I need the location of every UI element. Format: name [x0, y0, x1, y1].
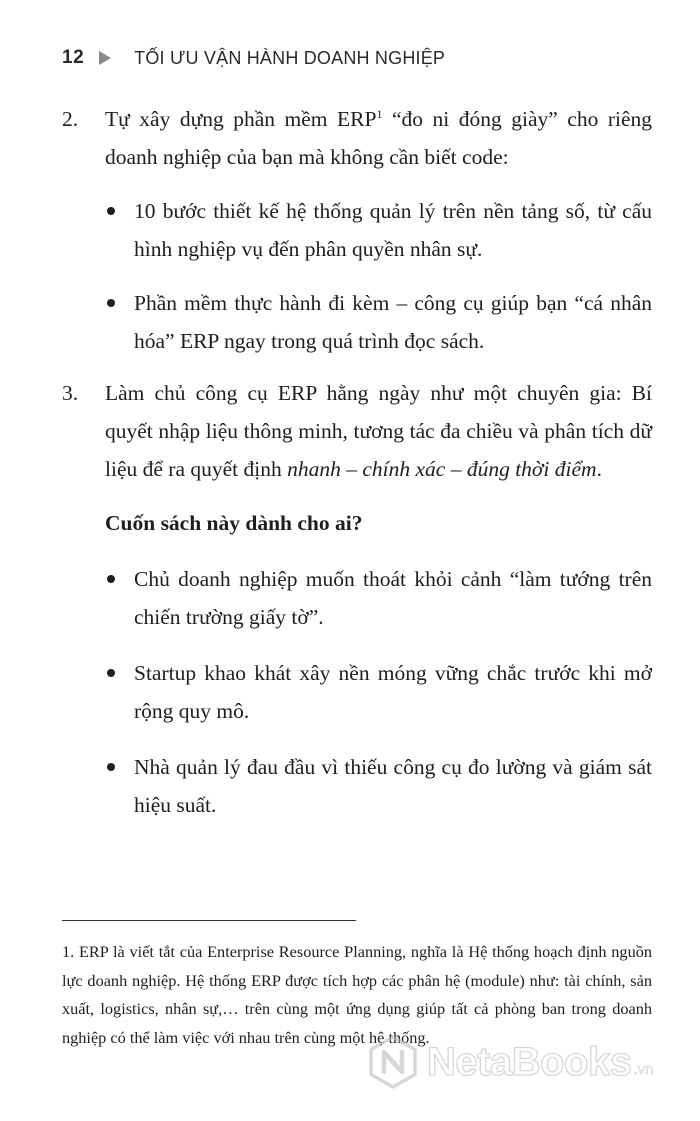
bullet-icon [107, 763, 115, 771]
list-item: Startup khao khát xây nền móng vững chắc trước khi mở rộng quy mô. [105, 654, 652, 730]
watermark [365, 1034, 653, 1090]
body-text [62, 100, 652, 824]
running-header [62, 44, 445, 72]
page-number: 12 [62, 47, 85, 68]
audience-section [62, 504, 652, 824]
list-item: 10 bước thiết kế hệ thống quản lý trên nền tảng số, từ cấu hình nghiệp vụ đến phân quyền nhân sự. [105, 192, 652, 268]
footnote-ref[interactable]: 1 [376, 106, 383, 121]
footnote: 1. ERP là viết tắt của Enterprise Resource Planning, nghĩa là Hệ thống hoạch định nguồn lực doanh nghiệp. Hệ thống ERP được tích hợp các phân hệ (module) như: tài chính, sản xuất, logistics, nhân sự,… trên cùng một ứng dụng giúp tất cả phòng ban trong doanh nghiệp có thể làm việc với nhau trên cùng một hệ thống. [62, 942, 652, 1047]
bullet-icon [107, 669, 115, 677]
chapter-title: TỐI ƯU VẬN HÀNH DOANH NGHIỆP [134, 47, 446, 68]
footnote-divider [62, 920, 356, 921]
watermark-tld: .vn [633, 1060, 654, 1078]
triangle-right-icon [99, 51, 111, 65]
bullet-icon [107, 207, 115, 215]
list-item: Nhà quản lý đau đầu vì thiếu công cụ đo lường và giám sát hiệu suất. [105, 748, 652, 824]
bullet-list [105, 560, 652, 824]
section-heading: Cuốn sách này dành cho ai? [105, 511, 363, 535]
bullet-icon [107, 299, 115, 307]
numbered-item-2 [62, 100, 652, 360]
item-text: Tự xây dựng phần mềm ERP$^1$ “đo ni đóng giày” cho riêng doanh nghiệp của bạn mà không cần biết code: [105, 106, 652, 169]
bullet-icon [107, 575, 115, 583]
watermark-brand: NetaBooks [427, 1039, 632, 1084]
item-text: Làm chủ công cụ ERP hằng ngày như một chuyên gia: Bí quyết nhập liệu thông minh, tương tác đa chiều và phân tích dữ liệu để ra quyết định nhanh – chính xác – đúng thời điểm. [105, 381, 652, 481]
item-number: 3. [62, 381, 79, 405]
numbered-item-3 [62, 374, 652, 488]
netabooks-logo-icon [365, 1034, 421, 1090]
bullet-list [105, 192, 652, 360]
list-item: Phần mềm thực hành đi kèm – công cụ giúp bạn “cá nhân hóa” ERP ngay trong quá trình đọc sách. [105, 284, 652, 360]
item-number: 2. [62, 107, 79, 131]
list-item: Chủ doanh nghiệp muốn thoát khỏi cảnh “làm tướng trên chiến trường giấy tờ”. [105, 560, 652, 636]
